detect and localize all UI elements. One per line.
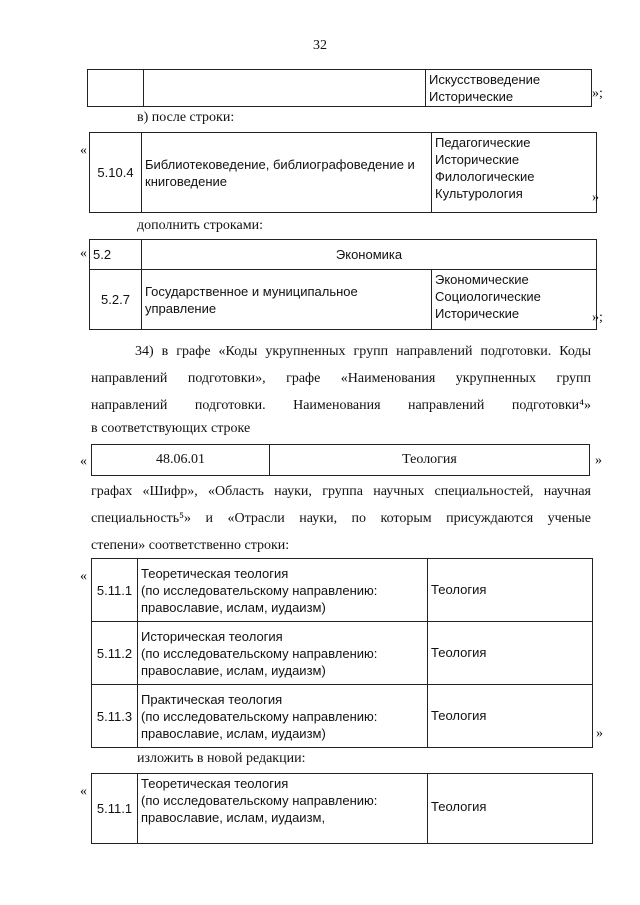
specialty-line: Теоретическая теология (141, 776, 289, 791)
closing-quote: » (595, 453, 602, 468)
specialty-line: православие, ислам, иудаизм) (141, 725, 326, 741)
table-group-5-2 (89, 239, 597, 330)
branch-of-science: Теология (428, 685, 593, 748)
table-cell-name (144, 70, 426, 107)
opening-quote: « (80, 784, 87, 799)
specialty-line: православие, ислам, иудаизм) (141, 662, 326, 678)
closing-quote: »; (592, 310, 603, 325)
science-line: Экономические (435, 272, 529, 287)
table-cell-sciences (426, 70, 592, 107)
specialty-line: (по исследовательскому направлению: (141, 582, 378, 598)
science-line: Искусствоведение (429, 72, 541, 87)
closing-quote: »; (592, 86, 603, 101)
specialty-code: 5.11.3 (92, 685, 138, 748)
direction-name: Теология (270, 445, 590, 476)
table-continuation (87, 69, 592, 107)
paragraph-line: в соответствующих строке (91, 421, 251, 436)
specialty-line: православие, ислам, иудаизм, (141, 810, 326, 825)
specialty-code: 5.2.7 (90, 270, 142, 330)
specialty-code: 5.10.4 (90, 133, 142, 213)
specialty-name (138, 774, 428, 844)
table-row-48-06-01 (91, 444, 590, 476)
paragraph-line: специальность⁵» и «Отрасли науки, по которым присуждаются ученые (91, 511, 591, 526)
paragraph-line: направлений подготовки», графе «Наименования укрупненных групп (91, 371, 591, 386)
paragraph-line: 34) в графе «Коды укрупненных групп направлений подготовки. Коды (135, 344, 591, 359)
sciences-cell (432, 270, 597, 330)
specialty-code: 5.11.1 (92, 774, 138, 844)
group-name: Экономика (142, 240, 597, 270)
closing-quote: » (592, 190, 599, 205)
opening-quote: « (80, 246, 87, 261)
specialty-line: Практическая теология (141, 691, 283, 707)
specialty-name (138, 685, 428, 748)
direction-code: 48.06.01 (92, 445, 270, 476)
science-line: Педагогические (435, 135, 531, 150)
specialty-name: Государственное и муниципальное управление (142, 270, 432, 330)
instruction-after-row: в) после строки: (137, 110, 235, 125)
specialty-line: православие, ислам, иудаизм) (141, 599, 326, 615)
specialty-code: 5.11.1 (92, 559, 138, 622)
table-theology-new (91, 773, 593, 844)
science-line: Исторические (435, 152, 520, 167)
paragraph-line: степени» соответственно строки: (91, 538, 290, 553)
science-line: Исторические (429, 89, 514, 104)
science-line: Исторические (435, 306, 520, 321)
paragraph-34 (91, 338, 591, 439)
specialty-line: Историческая теология (141, 628, 283, 644)
opening-quote: « (80, 143, 87, 158)
specialty-name: Библиотековедение, библиографоведение и книговедение (142, 133, 432, 213)
science-line: Филологические (435, 169, 535, 184)
science-line: Социологические (435, 289, 541, 304)
table-cell-code (88, 70, 144, 107)
branch-of-science: Теология (428, 774, 593, 844)
paragraph-line: направлений подготовки. Наименования направлений подготовки⁴» (91, 398, 591, 413)
specialty-line: (по исследовательскому направлению: (141, 645, 378, 661)
specialty-line: (по исследовательскому направлению: (141, 793, 378, 808)
paragraph-line: графах «Шифр», «Область науки, группа научных специальностей, научная (91, 484, 591, 499)
paragraph-columns (91, 478, 591, 559)
table-theology-old (91, 558, 593, 748)
specialty-name (138, 622, 428, 685)
specialty-line: (по исследовательскому направлению: (141, 708, 378, 724)
sciences-cell (432, 133, 597, 213)
branch-of-science: Теология (428, 622, 593, 685)
branch-of-science: Теология (428, 559, 593, 622)
science-line: Культурология (435, 186, 523, 201)
group-code: 5.2 (90, 240, 142, 270)
specialty-name (138, 559, 428, 622)
instruction-add-rows: дополнить строками: (137, 218, 263, 233)
specialty-code: 5.11.2 (92, 622, 138, 685)
specialty-line: Теоретическая теология (141, 565, 289, 581)
page-number: 32 (313, 38, 327, 53)
instruction-new-edition: изложить в новой редакции: (137, 751, 306, 766)
closing-quote: » (596, 726, 603, 741)
opening-quote: « (80, 454, 87, 469)
opening-quote: « (80, 569, 87, 584)
table-row-5-10-4 (89, 132, 597, 213)
